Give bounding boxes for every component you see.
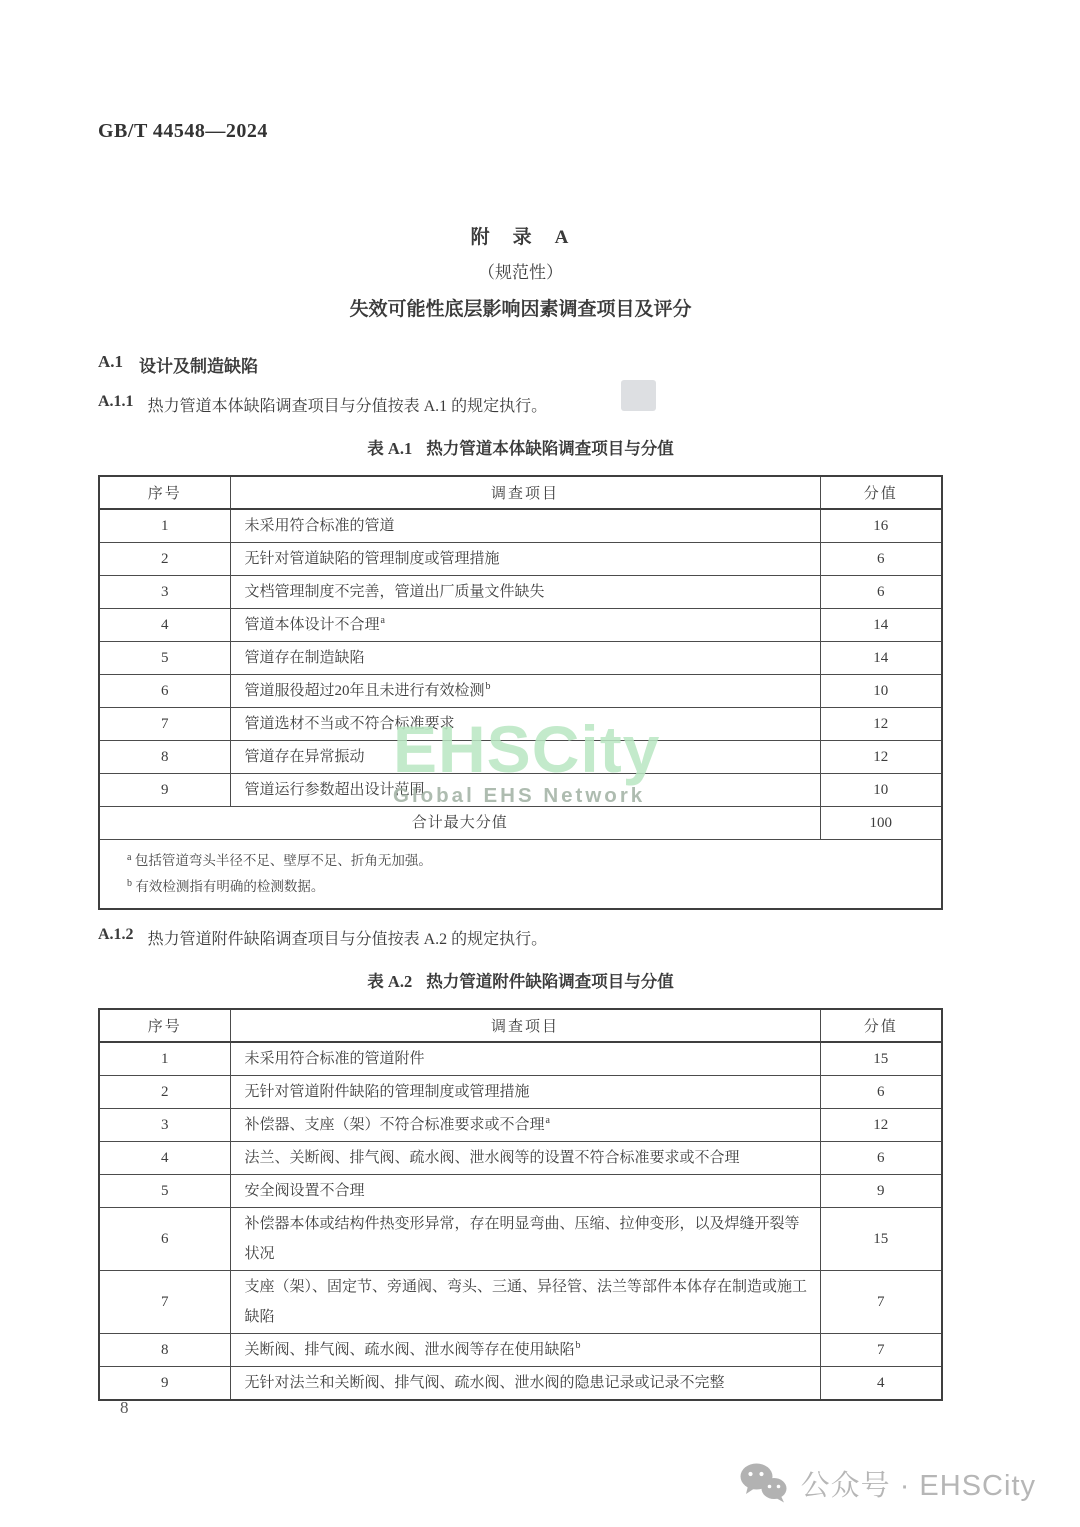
- table-caption-title: 热力管道附件缺陷调查项目与分值: [426, 972, 674, 991]
- survey-item-cell: 安全阀设置不合理: [230, 1175, 820, 1208]
- survey-item-cell: 管道选材不当或不符合标准要求: [230, 708, 820, 741]
- page-content: [98, 0, 943, 1401]
- survey-item-cell: 无针对管道附件缺陷的管理制度或管理措施: [230, 1076, 820, 1109]
- appendix-title: 附 录 A: [470, 227, 571, 248]
- table-caption-label: 表 A.1: [367, 439, 413, 458]
- section-title: 设计及制造缺陷: [139, 357, 259, 376]
- survey-item-cell: 无针对管道缺陷的管理制度或管理措施: [230, 543, 820, 576]
- table-header-row: [99, 476, 942, 509]
- paragraph-text: 热力管道本体缺陷调查项目与分值按表 A.1 的规定执行。: [147, 398, 548, 415]
- survey-item-cell: 支座（架）、固定节、旁通阀、弯头、三通、异径管、法兰等部件本体存在制造或施工缺陷: [230, 1271, 820, 1334]
- survey-item-cell: 补偿器、支座（架）不符合标准要求或不合理$^a$: [230, 1109, 820, 1142]
- total-value-cell: 100: [820, 807, 942, 840]
- score-cell: 14: [820, 609, 942, 642]
- column-header-item: 调查项目: [230, 476, 820, 509]
- table-a2-caption: [98, 968, 943, 992]
- score-cell: 10: [820, 774, 942, 807]
- survey-item-cell: 关断阀、排气阀、疏水阀、泄水阀等存在使用缺陷$^b$: [230, 1334, 820, 1367]
- score-cell: 12: [820, 741, 942, 774]
- score-cell: 16: [820, 509, 942, 543]
- score-cell: 6: [820, 543, 942, 576]
- watermark-sub-text: Global EHS Network: [393, 784, 646, 807]
- total-label-cell: 合计最大分值: [99, 807, 820, 840]
- table-row: 6 管道服役超过20年且未进行有效检测$^b$ 10: [99, 675, 942, 708]
- survey-item-cell: 法兰、关断阀、排气阀、疏水阀、泄水阀等的设置不符合标准要求或不合理: [230, 1142, 820, 1175]
- score-cell: 4: [820, 1367, 942, 1401]
- appendix-subtitle: （规范性）: [478, 263, 563, 282]
- paragraph-label: A.1.2: [98, 926, 134, 943]
- table-row: 3 补偿器、支座（架）不符合标准要求或不合理$^a$ 12: [99, 1109, 942, 1142]
- doc-number: GB/T 44548—2024: [98, 120, 268, 142]
- survey-item-cell: 管道存在制造缺陷: [230, 642, 820, 675]
- watermark-main-text: EHSCity: [393, 712, 661, 786]
- section-heading-a1: [98, 352, 943, 377]
- survey-item-cell: 无针对法兰和关断阀、排气阀、疏水阀、泄水阀的隐患记录或记录不完整: [230, 1367, 820, 1401]
- table-row: 4 管道本体设计不合理$^a$ 14: [99, 609, 942, 642]
- table-row: 5 管道存在制造缺陷 14: [99, 642, 942, 675]
- table-row: 8 管道存在异常振动 12: [99, 741, 942, 774]
- table-row: 2 无针对管道附件缺陷的管理制度或管理措施 6: [99, 1076, 942, 1109]
- table-a1-caption: [98, 435, 943, 459]
- table-a2-body: [99, 1042, 942, 1400]
- page-number: 8: [120, 1398, 129, 1417]
- survey-item-cell: 管道本体设计不合理$^a$: [230, 609, 820, 642]
- table-caption-title: 热力管道本体缺陷调查项目与分值: [426, 439, 674, 458]
- survey-item-cell: 管道运行参数超出设计范围: [230, 774, 820, 807]
- table-row: 2 无针对管道缺陷的管理制度或管理措施 6: [99, 543, 942, 576]
- column-header-score: 分值: [820, 476, 942, 509]
- wechat-icon: [739, 1462, 789, 1504]
- footnotes-cell: [99, 840, 942, 910]
- footer-badge: [739, 1462, 1036, 1504]
- section-label: A.1: [98, 352, 124, 371]
- table-row: 5 安全阀设置不合理 9: [99, 1175, 942, 1208]
- table-header-row: [99, 1009, 942, 1042]
- score-cell: 12: [820, 1109, 942, 1142]
- score-cell: 7: [820, 1271, 942, 1334]
- score-cell: 6: [820, 1142, 942, 1175]
- table-row: 7 支座（架）、固定节、旁通阀、弯头、三通、异径管、法兰等部件本体存在制造或施工缺陷 7: [99, 1271, 942, 1334]
- table-row: 1 未采用符合标准的管道 16: [99, 509, 942, 543]
- paragraph-a11: [98, 393, 943, 416]
- paragraph-a12: [98, 926, 943, 949]
- table-footnotes-row: [99, 840, 942, 910]
- score-cell: 10: [820, 675, 942, 708]
- paragraph-text: 热力管道附件缺陷调查项目与分值按表 A.2 的规定执行。: [147, 931, 548, 948]
- column-header-item: 调查项目: [230, 1009, 820, 1042]
- table-row: 8 关断阀、排气阀、疏水阀、泄水阀等存在使用缺陷$^b$ 7: [99, 1334, 942, 1367]
- table-row: 9 无针对法兰和关断阀、排气阀、疏水阀、泄水阀的隐患记录或记录不完整 4: [99, 1367, 942, 1401]
- column-header-no: 序号: [99, 476, 230, 509]
- paragraph-label: A.1.1: [98, 393, 134, 410]
- score-cell: 9: [820, 1175, 942, 1208]
- score-cell: 14: [820, 642, 942, 675]
- table-total-row: [99, 807, 942, 840]
- table-row: 6 补偿器本体或结构件热变形异常，存在明显弯曲、压缩、拉伸变形，以及焊缝开裂等状况 15: [99, 1208, 942, 1271]
- score-cell: 6: [820, 576, 942, 609]
- table-row: 4 法兰、关断阀、排气阀、疏水阀、泄水阀等的设置不符合标准要求或不合理 6: [99, 1142, 942, 1175]
- table-row: 3 文档管理制度不完善，管道出厂质量文件缺失 6: [99, 576, 942, 609]
- score-cell: 15: [820, 1042, 942, 1076]
- score-cell: 15: [820, 1208, 942, 1271]
- survey-item-cell: 未采用符合标准的管道附件: [230, 1042, 820, 1076]
- column-header-no: 序号: [99, 1009, 230, 1042]
- survey-item-cell: 管道存在异常振动: [230, 741, 820, 774]
- score-cell: 12: [820, 708, 942, 741]
- column-header-score: 分值: [820, 1009, 942, 1042]
- survey-item-cell: 未采用符合标准的管道: [230, 509, 820, 543]
- table-row: 7 管道选材不当或不符合标准要求 12: [99, 708, 942, 741]
- appendix-heading: 失效可能性底层影响因素调查项目及评分: [349, 299, 692, 320]
- table-row: 1 未采用符合标准的管道附件 15: [99, 1042, 942, 1076]
- survey-item-cell: 补偿器本体或结构件热变形异常，存在明显弯曲、压缩、拉伸变形，以及焊缝开裂等状况: [230, 1208, 820, 1271]
- survey-item-cell: 管道服役超过20年且未进行有效检测$^b$: [230, 675, 820, 708]
- score-cell: 7: [820, 1334, 942, 1367]
- footer-label: 公众号 · EHSCity: [800, 1469, 1036, 1502]
- table-caption-label: 表 A.2: [367, 972, 413, 991]
- survey-item-cell: 文档管理制度不完善，管道出厂质量文件缺失: [230, 576, 820, 609]
- score-cell: 6: [820, 1076, 942, 1109]
- table-a1-body: [99, 509, 942, 909]
- table-a1: [98, 475, 943, 910]
- footnote: $^b$ 有效检测指有明确的检测数据。: [127, 877, 325, 894]
- footnote: $^a$ 包括管道弯头半径不足、壁厚不足、折角无加强。: [127, 851, 432, 868]
- table-a2: [98, 1008, 943, 1401]
- table-row: 9 管道运行参数超出设计范围 10: [99, 774, 942, 807]
